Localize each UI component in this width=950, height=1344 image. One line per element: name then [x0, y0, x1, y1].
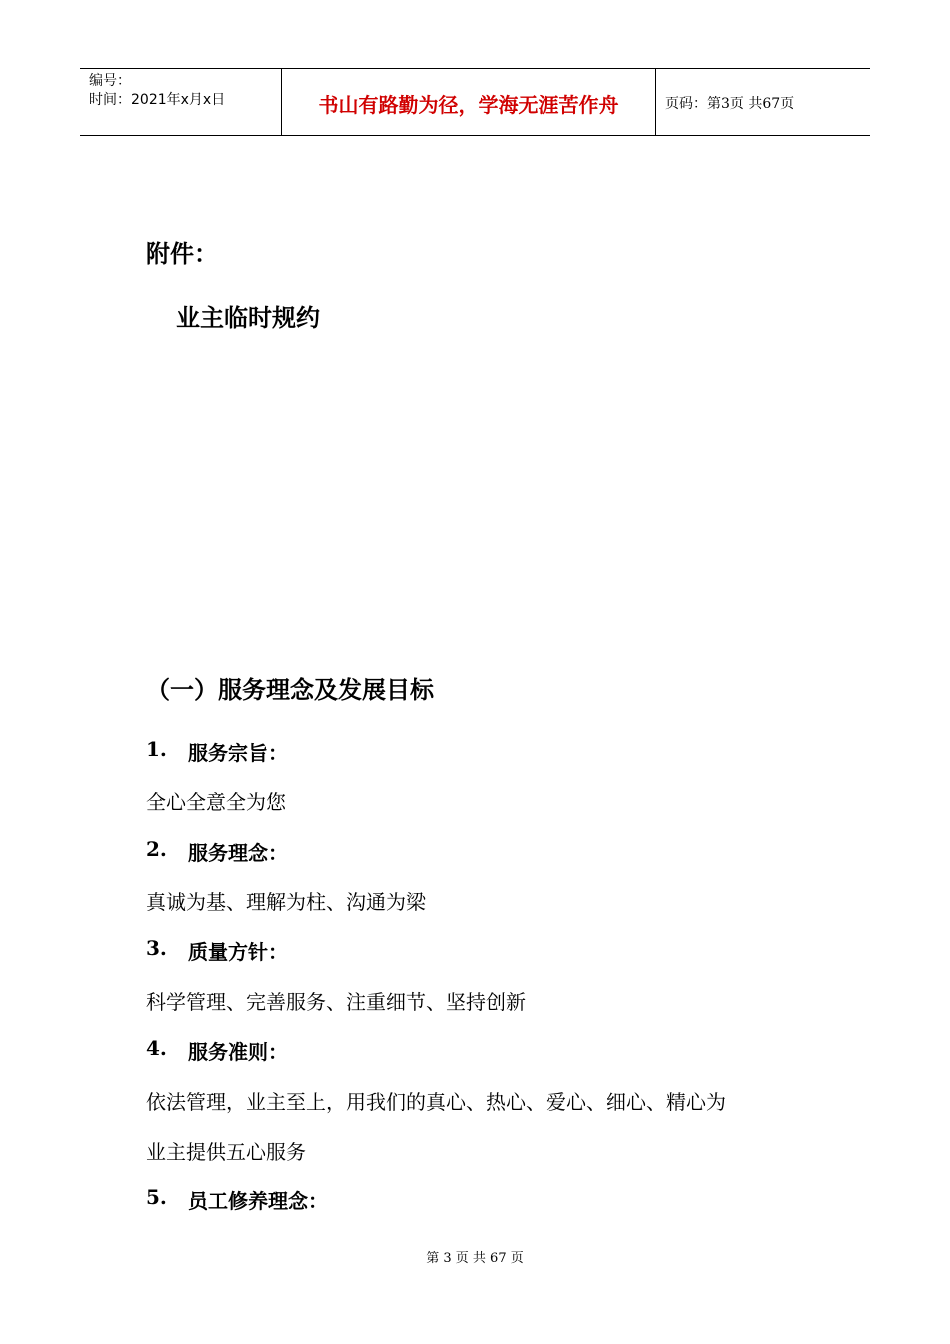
item-number: 4. [146, 1036, 167, 1060]
item-heading-5 [146, 1185, 328, 1214]
time-label: 时间：2021年x月x日 [89, 92, 226, 108]
item-heading-text: 服务理念： [188, 841, 288, 865]
item-text-3: 科学管理、完善服务、注重细节、坚持创新 [146, 990, 526, 1014]
header-meta [80, 69, 282, 135]
item-number: 3. [146, 936, 167, 960]
item-number: 2. [146, 837, 167, 861]
page-footer: 第 3 页 共 67 页 [426, 1251, 524, 1266]
serial-label: 编号： [89, 73, 131, 89]
item-heading-text: 质量方针： [188, 940, 288, 964]
item-heading-text: 服务准则： [188, 1040, 288, 1064]
item-text-4-line2: 业主提供五心服务 [146, 1140, 306, 1164]
item-text-2: 真诚为基、理解为柱、沟通为梁 [146, 890, 426, 914]
item-number: 5. [146, 1185, 167, 1209]
header-page-label: 页码：第3页 共67页 [665, 96, 795, 112]
item-heading-3 [146, 936, 288, 965]
item-text-4: 依法管理，业主至上，用我们的真心、热心、爱心、细心、精心为 [146, 1090, 726, 1114]
item-heading-4 [146, 1036, 288, 1065]
section-title: （一）服务理念及发展目标 [146, 675, 434, 704]
item-heading-2 [146, 837, 288, 866]
header-motto: 书山有路勤为径，学海无涯苦作舟 [282, 69, 656, 135]
item-heading-text: 员工修养理念： [188, 1189, 328, 1213]
attachment-label: 附件： [146, 239, 218, 268]
item-heading-text: 服务宗旨： [188, 741, 288, 765]
document-title: 业主临时规约 [176, 303, 320, 332]
item-heading-1 [146, 737, 288, 766]
item-number: 1. [146, 737, 167, 761]
item-text-1: 全心全意全为您 [146, 790, 286, 814]
page-header [80, 68, 870, 136]
